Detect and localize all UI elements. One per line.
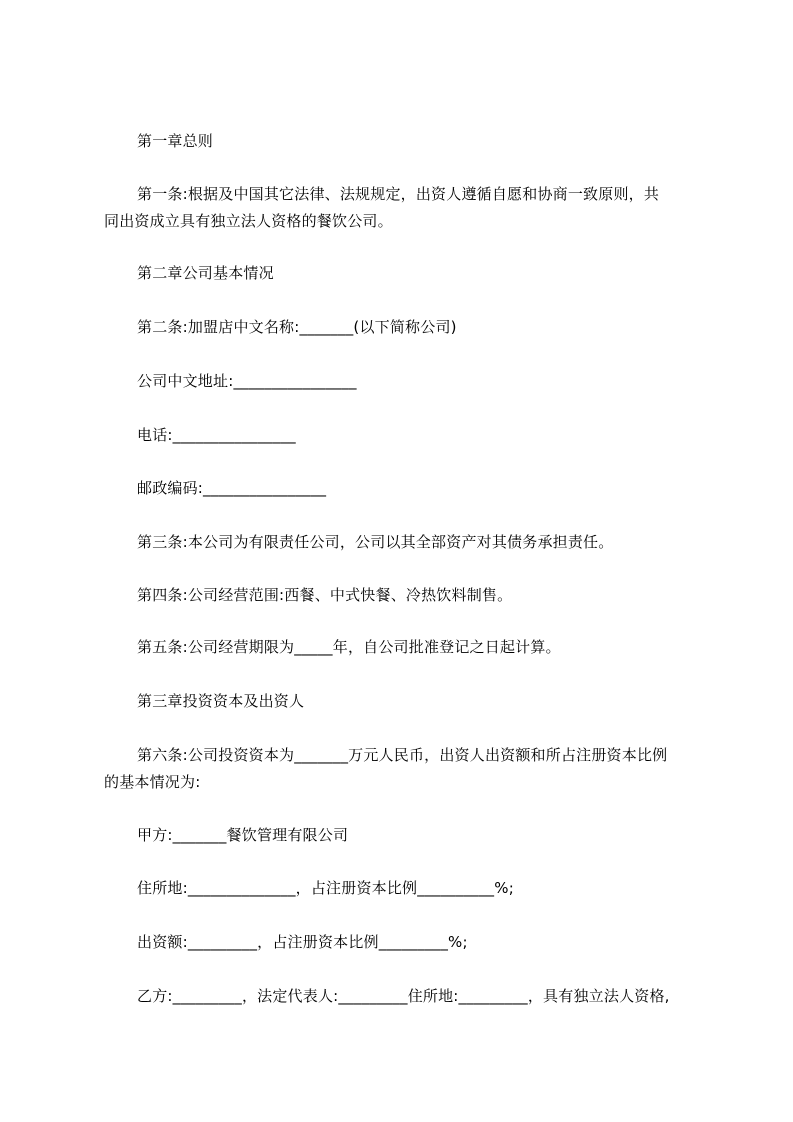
chapter-1-heading: 第一章总则 bbox=[137, 132, 214, 150]
chapter-3-heading: 第三章投资资本及出资人 bbox=[137, 692, 305, 710]
postal-code-line: 邮政编码:________________ bbox=[137, 479, 327, 497]
party-a-line: 甲方:_______餐饮管理有限公司 bbox=[137, 826, 349, 844]
article-3-text: 第三条:本公司为有限责任公司，公司以其全部资产对其债务承担责任。 bbox=[137, 533, 614, 551]
party-b-line: 乙方:_________，法定代表人:_________住所地:_________，具有独立法人资格, bbox=[137, 987, 670, 1005]
article-5-text: 第五条:公司经营期限为_____年，自公司批准登记之日起计算。 bbox=[137, 638, 561, 656]
party-a-residence-line: 住所地:______________，占注册资本比例__________%; bbox=[137, 879, 514, 897]
company-address-line: 公司中文地址:________________ bbox=[137, 372, 357, 390]
article-6-line-1: 第六条:公司投资资本为_______万元人民币，出资人出资额和所占注册资本比例 bbox=[137, 746, 668, 764]
article-6-line-2: 的基本情况为: bbox=[104, 773, 201, 791]
article-1-line-2: 同出资成立具有独立法人资格的餐饮公司。 bbox=[104, 212, 393, 230]
article-1-line-1: 第一条:根据及中国其它法律、法规规定，出资人遵循自愿和协商一致原则，共 bbox=[137, 185, 660, 203]
phone-line: 电话:________________ bbox=[137, 426, 296, 444]
chapter-2-heading: 第二章公司基本情况 bbox=[137, 264, 274, 282]
article-4-text: 第四条:公司经营范围:西餐、中式快餐、冷热饮料制售。 bbox=[137, 586, 513, 604]
party-a-capital-line: 出资额:_________，占注册资本比例_________%; bbox=[137, 933, 468, 951]
article-2-text: 第二条:加盟店中文名称:_______(以下简称公司) bbox=[137, 318, 457, 336]
